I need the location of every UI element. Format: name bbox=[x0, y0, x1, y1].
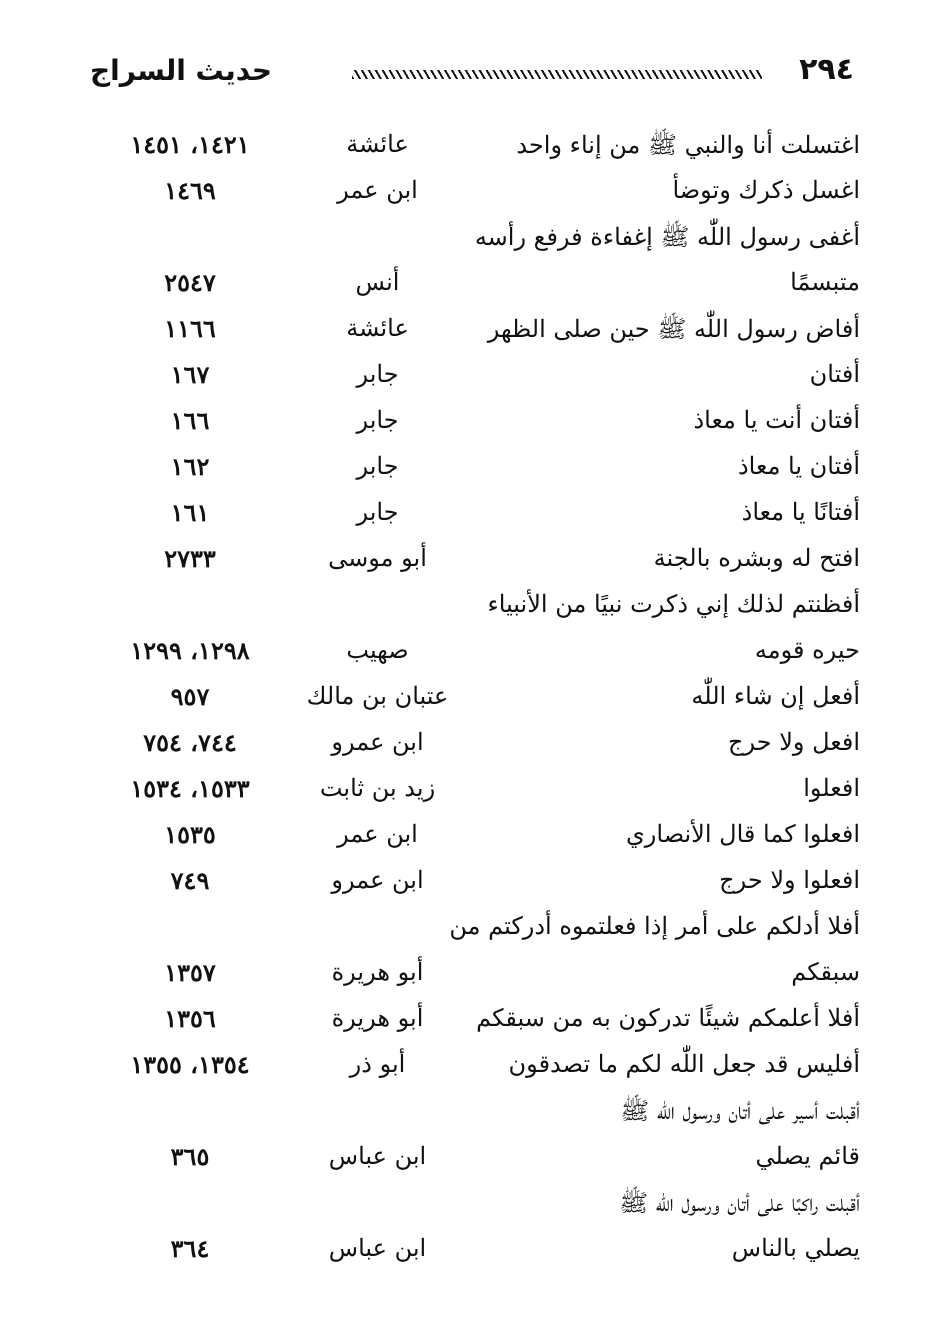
hadith-numbers: ٢٥٤٧ bbox=[164, 268, 216, 297]
index-entry bbox=[100, 498, 860, 544]
narrator: جابر bbox=[356, 452, 399, 480]
index-entry bbox=[100, 360, 860, 406]
hadith-text: افعلوا كما قال الأنصاري bbox=[626, 820, 860, 848]
hadith-numbers: ٣٦٤ bbox=[170, 1234, 210, 1263]
narrator: ابن عمرو bbox=[331, 866, 424, 894]
hadith-text: أفليس قد جعل اللّٰه لكم ما تصدقون bbox=[508, 1050, 860, 1078]
narrator: جابر bbox=[356, 498, 399, 526]
index-entry bbox=[100, 774, 860, 820]
index-entry bbox=[100, 406, 860, 452]
narrator: عائشة bbox=[346, 130, 409, 158]
index-entry bbox=[100, 1234, 860, 1280]
hadith-text: أفظنتم لذلك إني ذكرت نبيًا من الأنبياء bbox=[487, 590, 860, 618]
hadith-text: اغسل ذكرك وتوضأ bbox=[672, 176, 860, 204]
page-number: ٢٩٤ bbox=[799, 52, 854, 87]
hadith-numbers: ١٣٥٧ bbox=[164, 958, 216, 987]
hadith-numbers: ٧٤٤، ٧٥٤ bbox=[143, 728, 237, 757]
index-entry bbox=[100, 544, 860, 590]
hadith-numbers: ١٥٣٥ bbox=[164, 820, 216, 849]
index-entry bbox=[100, 1004, 860, 1050]
hadith-numbers: ١٣٥٦ bbox=[164, 1004, 216, 1033]
hadith-text: أفتان أنت يا معاذ bbox=[693, 406, 860, 434]
narrator: أبو موسى bbox=[328, 544, 427, 572]
hadith-text: أفتان bbox=[809, 360, 860, 388]
narrator: أبو هريرة bbox=[331, 958, 424, 986]
index-entry bbox=[100, 176, 860, 222]
hadith-text: أفعل إن شاء اللّٰه bbox=[691, 682, 860, 710]
hadith-numbers: ١٢٩٨، ١٢٩٩ bbox=[130, 636, 250, 665]
hadith-text: أفتان يا معاذ bbox=[737, 452, 860, 480]
index-entry bbox=[100, 590, 860, 636]
page-header bbox=[90, 52, 860, 92]
hadith-numbers: ١٣٥٤، ١٣٥٥ bbox=[130, 1050, 250, 1079]
hadith-text: أفلا أدلكم على أمر إذا فعلتموه أدركتم من bbox=[449, 912, 860, 940]
narrator: أبو هريرة bbox=[331, 1004, 424, 1032]
index-entry bbox=[100, 130, 860, 176]
index-entry bbox=[100, 636, 860, 682]
book-title: حديث السراج bbox=[90, 54, 273, 87]
hadith-numbers: ١٤٦٩ bbox=[164, 176, 216, 205]
narrator: زيد بن ثابت bbox=[319, 774, 436, 802]
hadith-text: سبقكم bbox=[791, 958, 860, 986]
narrator: جابر bbox=[356, 360, 399, 388]
hadith-numbers: ١٤٢١، ١٤٥١ bbox=[130, 130, 250, 159]
hadith-numbers: ٢٧٣٣ bbox=[164, 544, 216, 573]
hadith-text: افعلوا ولا حرج bbox=[719, 866, 860, 894]
hadith-numbers: ١٦٧ bbox=[170, 360, 210, 389]
index-entry bbox=[100, 1050, 860, 1096]
index-entry bbox=[100, 1142, 860, 1188]
narrator: جابر bbox=[356, 406, 399, 434]
narrator: ابن عباس bbox=[328, 1234, 427, 1262]
index-entry bbox=[100, 452, 860, 498]
hadith-text: قائم يصلي bbox=[755, 1142, 860, 1170]
hadith-text: أفلا أعلمكم شيئًا تدركون به من سبقكم bbox=[476, 1004, 860, 1032]
hadith-numbers: ١٦٢ bbox=[170, 452, 210, 481]
narrator: ابن عمر bbox=[337, 820, 418, 848]
hadith-text: أقبلت راكبًا على أتان ورسول اللّٰه ﷺ bbox=[619, 1189, 860, 1217]
index-entry bbox=[100, 912, 860, 958]
index-entry bbox=[100, 958, 860, 1004]
narrator: ابن عمرو bbox=[331, 728, 424, 756]
hadith-numbers: ٩٥٧ bbox=[170, 682, 210, 711]
hadith-text: افعلوا bbox=[803, 774, 860, 802]
hadith-text: أفاض رسول اللّٰه ﷺ حين صلى الظهر bbox=[487, 315, 860, 343]
narrator: أنس bbox=[355, 268, 400, 296]
hadith-numbers: ٣٦٥ bbox=[170, 1142, 210, 1171]
hadith-text: أغفى رسول اللّٰه ﷺ إغفاءة فرفع رأسه bbox=[474, 223, 860, 251]
hadith-numbers: ١٦١ bbox=[170, 498, 210, 527]
narrator: عائشة bbox=[346, 314, 409, 342]
narrator: ابن عباس bbox=[328, 1142, 427, 1170]
index-entry bbox=[100, 314, 860, 360]
hadith-text: يصلي بالناس bbox=[731, 1234, 860, 1262]
index-entry bbox=[100, 728, 860, 774]
index-entry bbox=[100, 268, 860, 314]
narrator: ابن عمر bbox=[337, 176, 418, 204]
index-entry bbox=[100, 866, 860, 912]
index-entry bbox=[100, 682, 860, 728]
hadith-text: أقبلت أسير على أتان ورسول اللّٰه ﷺ bbox=[620, 1097, 860, 1125]
hadith-text: حيره قومه bbox=[754, 636, 860, 664]
narrator: أبو ذر bbox=[349, 1050, 406, 1078]
narrator: صهيب bbox=[346, 636, 409, 664]
hadith-numbers: ٧٤٩ bbox=[170, 866, 210, 895]
header-rule bbox=[352, 70, 762, 79]
hadith-text: متبسمًا bbox=[790, 268, 860, 296]
hadith-numbers: ١١٦٦ bbox=[164, 314, 216, 343]
hadith-text: افتح له وبشره بالجنة bbox=[653, 544, 860, 572]
hadith-text: اغتسلت أنا والنبي ﷺ من إناء واحد bbox=[516, 131, 860, 159]
index-entry bbox=[100, 1188, 860, 1234]
hadith-text: أفتانًا يا معاذ bbox=[741, 498, 860, 526]
narrator: عتبان بن مالك bbox=[306, 682, 449, 710]
hadith-numbers: ١٦٦ bbox=[170, 406, 210, 435]
index-entry bbox=[100, 222, 860, 268]
index-entry bbox=[100, 820, 860, 866]
hadith-numbers: ١٥٣٣، ١٥٣٤ bbox=[130, 774, 250, 803]
index-entry bbox=[100, 1096, 860, 1142]
hadith-text: افعل ولا حرج bbox=[728, 728, 860, 756]
